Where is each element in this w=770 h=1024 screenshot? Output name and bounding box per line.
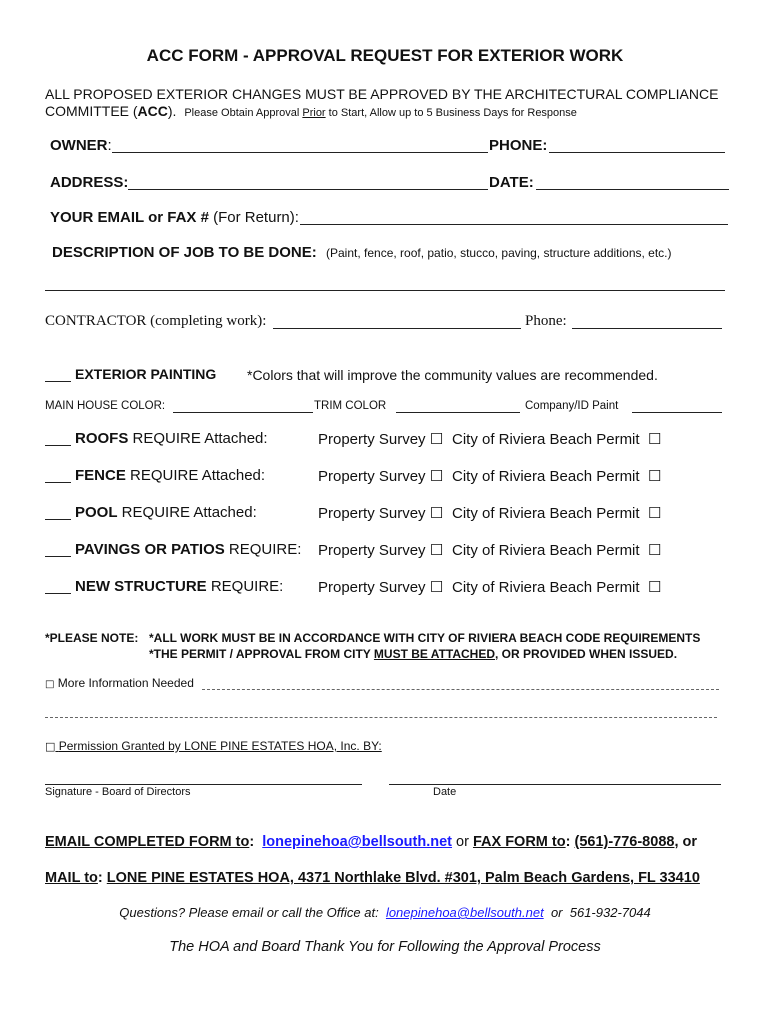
mail-address: LONE PINE ESTATES HOA, 4371 Northlake Blvd. #301, Palm Beach Gardens, FL 33410: [106, 870, 700, 886]
intro-note-b: to Start, Allow up to 5 Business Days for Response: [325, 107, 577, 119]
painting-note: *Colors that will improve the community values are recommended.: [247, 367, 658, 383]
checkbox-icon[interactable]: ☐: [647, 504, 662, 522]
pavings-check-field[interactable]: [45, 556, 71, 557]
description-field[interactable]: [45, 290, 725, 291]
intro-note-prior: Prior: [302, 107, 326, 119]
pavings-survey-text: Property Survey: [318, 542, 426, 559]
fax-colon: :: [565, 834, 571, 850]
main-house-color-field[interactable]: [173, 412, 313, 413]
owner-colon: :: [107, 137, 112, 154]
description-label: DESCRIPTION OF JOB TO BE DONE:: [52, 244, 317, 261]
page-title: ACC FORM - APPROVAL REQUEST FOR EXTERIOR WORK: [146, 46, 624, 65]
checkbox-icon[interactable]: ☐: [429, 430, 444, 448]
intro-committee: COMMITTEE (: [45, 103, 138, 119]
pavings-permit-text: City of Riviera Beach Permit: [452, 542, 640, 559]
more-info-field[interactable]: [202, 689, 719, 690]
thanks-line: The HOA and Board Thank You for Following the Approval Process: [169, 939, 601, 955]
email-link[interactable]: lonepinehoa@bellsouth.net: [262, 834, 453, 850]
checkbox-icon[interactable]: □: [45, 740, 56, 753]
fence-survey: [318, 467, 443, 485]
mail-label: MAIL to: [45, 870, 98, 886]
intro-line-2: [45, 103, 577, 119]
checkbox-icon[interactable]: ☐: [429, 578, 444, 596]
questions-text: Questions? Please email or call the Office at:: [119, 905, 379, 920]
fence-rest: REQUIRE Attached:: [125, 467, 266, 484]
note2-underlined: MUST BE ATTACHED: [373, 647, 496, 661]
questions-phone: 561-932-7044: [569, 905, 651, 920]
submit-line-2: [45, 870, 700, 886]
intro-period: ).: [167, 103, 177, 119]
questions-line: [0, 905, 770, 920]
checkbox-icon[interactable]: □: [45, 679, 55, 690]
company-paint-label: Company/ID Paint: [525, 400, 619, 412]
signature-date-field[interactable]: [389, 784, 721, 785]
address-field[interactable]: [128, 189, 488, 190]
pool-label: [75, 504, 257, 521]
list-item-pool: [0, 502, 770, 532]
email-completed-label: EMAIL COMPLETED FORM to: [45, 834, 250, 850]
email-colon: :: [249, 834, 255, 850]
owner-text: OWNER: [50, 137, 108, 154]
fence-check-field[interactable]: [45, 482, 71, 483]
fence-permit: [452, 467, 661, 485]
fence-bold: FENCE: [75, 467, 126, 484]
fence-survey-text: Property Survey: [318, 468, 426, 485]
fax-number: (561)-776-8088: [574, 834, 675, 850]
pool-bold: POOL: [75, 504, 118, 521]
checkbox-icon[interactable]: ☐: [647, 430, 662, 448]
signature-label: Signature - Board of Directors: [45, 786, 191, 798]
permission-text: Permission Granted by LONE PINE ESTATES HOA, Inc. BY:: [58, 739, 382, 753]
phone-label: PHONE:: [489, 137, 548, 154]
contractor-phone-label: Phone:: [525, 313, 567, 329]
intro-acc: ACC: [137, 103, 168, 119]
fence-label: [75, 467, 265, 484]
more-info-text: More Information Needed: [57, 676, 194, 690]
new-structure-check-field[interactable]: [45, 593, 71, 594]
new-structure-bold: NEW STRUCTURE: [75, 578, 207, 595]
pool-survey: [318, 504, 443, 522]
list-item-new-structure: [0, 576, 770, 606]
checkbox-icon[interactable]: ☐: [429, 504, 444, 522]
for-return-text: (For Return):: [213, 209, 299, 226]
please-note-line-2: [149, 647, 677, 661]
owner-field[interactable]: [112, 152, 488, 153]
mail-colon: :: [97, 870, 103, 886]
roofs-bold: ROOFS: [75, 430, 129, 447]
checkbox-icon[interactable]: ☐: [429, 541, 444, 559]
contractor-field[interactable]: [273, 328, 521, 329]
new-structure-survey-text: Property Survey: [318, 579, 426, 596]
phone-field[interactable]: [549, 152, 725, 153]
roofs-survey-text: Property Survey: [318, 431, 426, 448]
description-hint: (Paint, fence, roof, patio, stucco, paving, structure additions, etc.): [326, 246, 672, 260]
please-note-label: *PLEASE NOTE:: [45, 631, 139, 645]
address-label: ADDRESS:: [50, 174, 129, 191]
company-paint-field[interactable]: [632, 412, 722, 413]
roofs-survey: [318, 430, 443, 448]
signature-field[interactable]: [45, 784, 362, 785]
or-2-text: , or: [674, 834, 698, 850]
pool-permit: [452, 504, 661, 522]
list-item-roofs: [0, 428, 770, 458]
roofs-permit: [452, 430, 661, 448]
new-structure-rest: REQUIRE:: [206, 578, 284, 595]
intro-note: [184, 107, 577, 119]
checkbox-icon[interactable]: ☐: [647, 541, 662, 559]
pool-check-field[interactable]: [45, 519, 71, 520]
contractor-label: CONTRACTOR (completing work):: [45, 313, 267, 329]
questions-email-link[interactable]: lonepinehoa@bellsouth.net: [385, 905, 544, 920]
roofs-rest: REQUIRE Attached:: [128, 430, 268, 447]
date-label: DATE:: [489, 174, 534, 191]
new-structure-survey: [318, 578, 443, 596]
new-structure-permit: [452, 578, 661, 596]
pavings-label: [75, 541, 301, 558]
roofs-permit-text: City of Riviera Beach Permit: [452, 431, 640, 448]
or-text: or: [452, 834, 473, 850]
please-note-line-1: *ALL WORK MUST BE IN ACCORDANCE WITH CITY OF RIVIERA BEACH CODE REQUIREMENTS: [149, 631, 701, 645]
new-structure-permit-text: City of Riviera Beach Permit: [452, 579, 640, 596]
date-field[interactable]: [536, 189, 729, 190]
email-fax-label: [50, 209, 299, 226]
fax-label: FAX FORM to: [472, 834, 566, 850]
list-item-fence: [0, 465, 770, 495]
intro-note-a: Please Obtain Approval: [184, 107, 303, 119]
trim-color-label: TRIM COLOR: [314, 400, 387, 412]
pavings-bold: PAVINGS OR PATIOS: [75, 541, 225, 558]
checkbox-icon[interactable]: ☐: [647, 578, 662, 596]
email-fax-field[interactable]: [300, 224, 728, 225]
painting-check-field[interactable]: [45, 381, 71, 382]
fence-permit-text: City of Riviera Beach Permit: [452, 468, 640, 485]
roofs-label: [75, 430, 268, 447]
checkbox-icon[interactable]: ☐: [429, 467, 444, 485]
new-structure-label: [75, 578, 283, 595]
note2-a: *THE PERMIT / APPROVAL FROM CITY: [149, 647, 374, 661]
permission-label: [45, 739, 382, 753]
pool-rest: REQUIRE Attached:: [117, 504, 257, 521]
owner-label: [50, 137, 112, 154]
intro-line-1: ALL PROPOSED EXTERIOR CHANGES MUST BE APPROVED BY THE ARCHITECTURAL COMPLIANCE: [45, 86, 719, 102]
painting-label: EXTERIOR PAINTING: [75, 366, 217, 382]
email-fax-text: YOUR EMAIL or FAX #: [50, 209, 209, 226]
more-info-field-2[interactable]: [45, 717, 717, 718]
main-house-color-label: MAIN HOUSE COLOR:: [45, 400, 166, 412]
submit-line-1: [45, 834, 697, 850]
pavings-permit: [452, 541, 661, 559]
list-item-pavings: [0, 539, 770, 569]
contractor-phone-field[interactable]: [572, 328, 722, 329]
checkbox-icon[interactable]: ☐: [647, 467, 662, 485]
trim-color-field[interactable]: [396, 412, 520, 413]
pavings-survey: [318, 541, 443, 559]
note2-b: , OR PROVIDED WHEN ISSUED.: [495, 647, 678, 661]
pavings-rest: REQUIRE:: [224, 541, 302, 558]
questions-or: or: [550, 905, 563, 920]
pool-survey-text: Property Survey: [318, 505, 426, 522]
pool-permit-text: City of Riviera Beach Permit: [452, 505, 640, 522]
roofs-check-field[interactable]: [45, 445, 71, 446]
date-sig-label: Date: [433, 786, 457, 798]
more-info-label: [45, 676, 194, 690]
